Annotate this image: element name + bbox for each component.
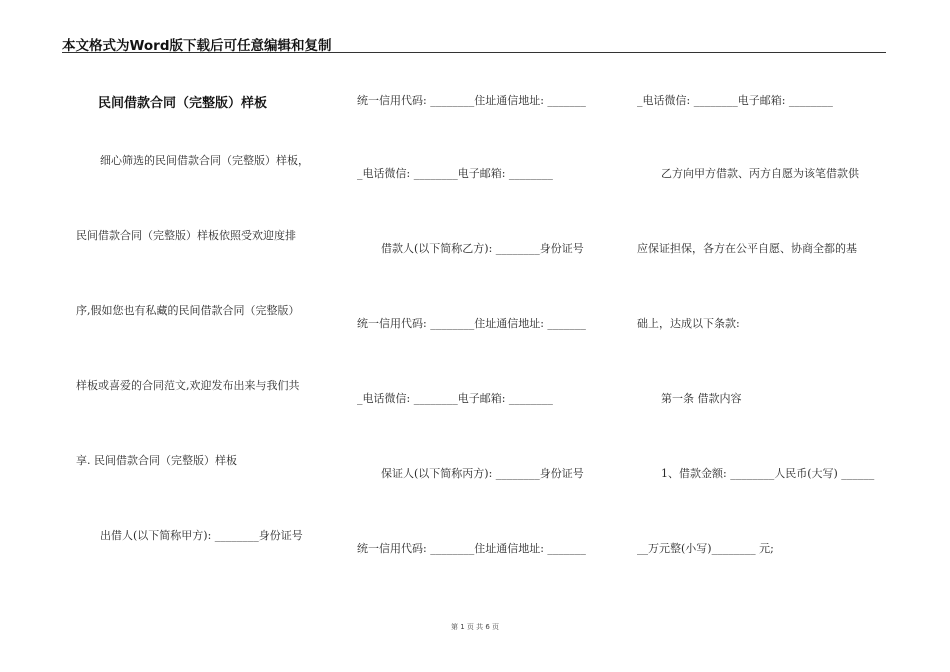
paragraph-line: 1、借款金额: ________人民币(大写) ______ bbox=[661, 467, 875, 480]
paragraph-line: 统一信用代码: ________住址通信地址: _______ bbox=[357, 94, 586, 107]
document-title: 民间借款合同（完整版）样板 bbox=[98, 96, 268, 111]
column-3 bbox=[637, 0, 897, 600]
paragraph-line: 统一信用代码: ________住址通信地址: _______ bbox=[357, 317, 586, 330]
column-2 bbox=[357, 0, 617, 600]
paragraph-line: 享. 民间借款合同（完整版）样板 bbox=[76, 454, 237, 467]
paragraph-line: 统一信用代码: ________住址通信地址: _______ bbox=[357, 542, 586, 555]
page-number: 第 1 页 共 6 页 bbox=[450, 623, 500, 631]
paragraph-line: 样板或喜爱的合同范文,欢迎发布出来与我们共 bbox=[76, 379, 300, 392]
paragraph-line: _电话微信: ________电子邮箱: ________ bbox=[357, 167, 553, 180]
paragraph-line: 础上，达成以下条款: bbox=[637, 317, 740, 330]
paragraph-line: 细心筛选的民间借款合同（完整版）样板， bbox=[100, 154, 309, 167]
paragraph-line: 应保证担保，各方在公平自愿、协商全都的基 bbox=[637, 242, 857, 255]
column-1 bbox=[76, 0, 336, 600]
paragraph-line: __万元整(小写)________ 元; bbox=[637, 542, 774, 555]
paragraph-line: 乙方向甲方借款、丙方自愿为该笔借款供 bbox=[661, 167, 859, 180]
paragraph-line: 保证人(以下简称丙方): ________身份证号 bbox=[381, 467, 584, 480]
paragraph-line: _电话微信: ________电子邮箱: ________ bbox=[357, 392, 553, 405]
paragraph-line: 借款人(以下简称乙方): ________身份证号 bbox=[381, 242, 584, 255]
paragraph-line: _电话微信: ________电子邮箱: ________ bbox=[637, 94, 833, 107]
paragraph-line: 出借人(以下简称甲方): ________身份证号 bbox=[100, 529, 303, 542]
paragraph-line: 序,假如您也有私藏的民间借款合同（完整版） bbox=[76, 304, 300, 317]
header-title: 本文格式为Word版下载后可任意编辑和复制 bbox=[62, 38, 332, 54]
section-heading: 第一条 借款内容 bbox=[661, 392, 742, 405]
paragraph-line: 民间借款合同（完整版）样板依照受欢迎度排 bbox=[76, 229, 296, 242]
